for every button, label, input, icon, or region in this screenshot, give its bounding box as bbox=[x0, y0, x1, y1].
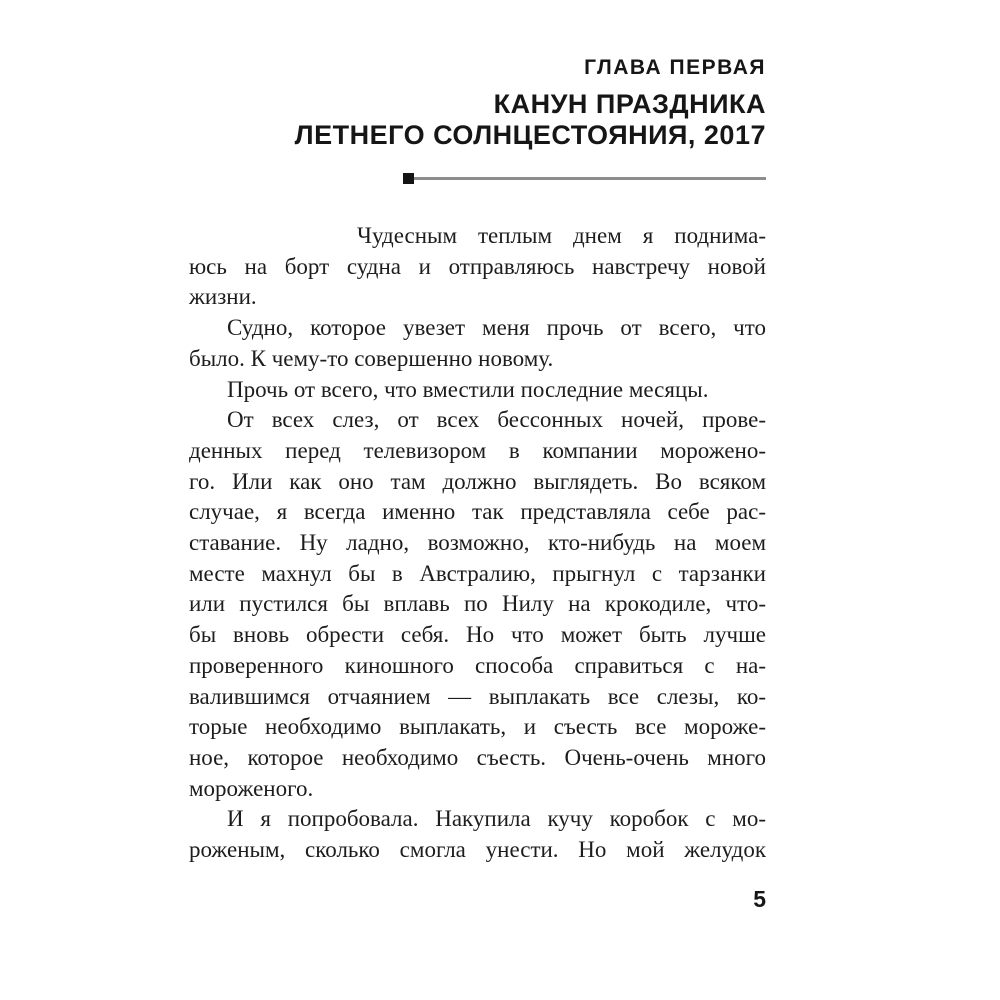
paragraph bbox=[189, 313, 766, 374]
paragraph bbox=[189, 405, 766, 804]
paragraph bbox=[189, 804, 766, 865]
chapter-heading: ГЛАВА ПЕРВАЯ bbox=[584, 56, 766, 79]
text-line: проверенного киношного способа справиться с на- bbox=[189, 652, 766, 678]
text-line: го. Или как оно там должно выглядеть. Во всяком bbox=[189, 468, 766, 494]
text-line: роженым, сколько смогла унести. Но мой желудок bbox=[189, 837, 766, 863]
page-content bbox=[189, 55, 766, 866]
text-line: жизни. bbox=[189, 284, 257, 310]
text-line: случае, я всегда именно так представляла себе рас- bbox=[189, 499, 766, 525]
section-divider bbox=[403, 173, 766, 184]
page-number: 5 bbox=[753, 886, 766, 912]
chapter-title bbox=[189, 89, 766, 151]
text-line: бы вновь обрести себя. Но что может быть лучше bbox=[189, 622, 766, 648]
text-line: юсь на борт судна и отправляюсь навстречу новой bbox=[189, 253, 766, 279]
text-line: И я попробовала. Накупила кучу коробок с мо- bbox=[227, 806, 766, 832]
text-line: или пустился бы вплавь по Нилу на крокодиле, что- bbox=[189, 591, 766, 617]
text-line: Прочь от всего, что вместили последние месяцы. bbox=[227, 376, 709, 402]
text-line: валившимся отчаянием — выплакать все слезы, ко- bbox=[189, 683, 766, 709]
paragraph bbox=[189, 375, 766, 406]
text-line: ное, которое необходимо съесть. Очень-очень много bbox=[189, 744, 766, 770]
text-line: торые необходимо выплакать, и съесть все мороже- bbox=[189, 714, 766, 740]
chapter-title-line-2: ЛЕТНЕГО СОЛНЦЕСТОЯНИЯ, 2017 bbox=[294, 120, 766, 150]
text-line: Судно, которое увезет меня прочь от всего, что bbox=[227, 315, 766, 341]
divider-square-ornament bbox=[403, 173, 414, 184]
text-line: От всех слез, от всех бессонных ночей, прове- bbox=[227, 407, 766, 433]
text-line: ставание. Ну ладно, возможно, кто-нибудь на моем bbox=[189, 530, 766, 556]
text-line: Чудесным теплым днем я поднима- bbox=[357, 223, 766, 248]
chapter-title-line-1: КАНУН ПРАЗДНИКА bbox=[493, 89, 766, 119]
text-line: мороженого. bbox=[189, 775, 314, 801]
text-line: было. К чему-то совершенно новому. bbox=[189, 345, 554, 371]
text-line: денных перед телевизором в компании морожено- bbox=[189, 437, 766, 463]
text-line: месте махнул бы в Австралию, прыгнул с тарзанки bbox=[189, 560, 766, 586]
body-text bbox=[189, 221, 766, 866]
paragraph bbox=[189, 221, 766, 313]
divider-line bbox=[414, 177, 766, 180]
